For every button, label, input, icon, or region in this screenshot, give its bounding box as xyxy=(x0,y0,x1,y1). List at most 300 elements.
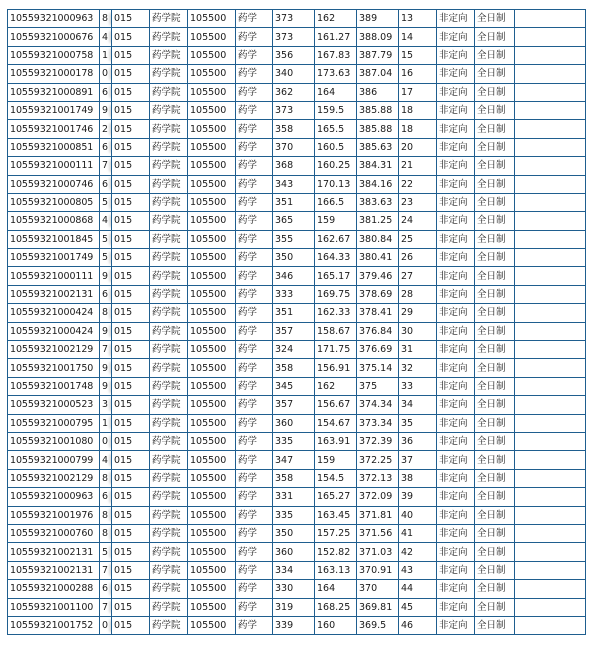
cell-study-mode: 全日制 xyxy=(475,543,515,561)
cell-final-score: 380.84 xyxy=(357,230,399,248)
cell-plan-type: 非定向 xyxy=(437,267,475,285)
cell-major-name: 药学 xyxy=(236,488,273,506)
cell-total-score: 373 xyxy=(273,10,315,28)
cell-plan-type: 非定向 xyxy=(437,580,475,598)
name-suffix-text: 9 xyxy=(102,105,109,117)
cell-dept-name: 药学院 xyxy=(150,267,188,285)
cell-total-score: 355 xyxy=(273,230,315,248)
cell-dept-name: 药学院 xyxy=(150,212,188,230)
cell-plan-type: 非定向 xyxy=(437,138,475,156)
cell-empty xyxy=(515,46,586,64)
cell-major-name: 药学 xyxy=(236,469,273,487)
cell-dept-name: 药学院 xyxy=(150,230,188,248)
cell-dept-code: 015 xyxy=(112,28,150,46)
cell-rank: 43 xyxy=(399,561,437,579)
cell-major-code: 105500 xyxy=(188,488,236,506)
cell-study-mode: 全日制 xyxy=(475,10,515,28)
cell-total-score: 351 xyxy=(273,193,315,211)
cell-major-code: 105500 xyxy=(188,580,236,598)
redaction-blur xyxy=(109,417,111,429)
table-row xyxy=(8,157,586,175)
cell-plan-type: 非定向 xyxy=(437,157,475,175)
cell-total-score: 319 xyxy=(273,598,315,616)
cell-major-name: 药学 xyxy=(236,10,273,28)
cell-total-score: 345 xyxy=(273,377,315,395)
cell-total-score: 335 xyxy=(273,506,315,524)
cell-plan-type: 非定向 xyxy=(437,304,475,322)
cell-rank: 41 xyxy=(399,524,437,542)
cell-major-code: 105500 xyxy=(188,65,236,83)
cell-final-score: 387.04 xyxy=(357,65,399,83)
cell-final-score: 371.81 xyxy=(357,506,399,524)
cell-final-score: 383.63 xyxy=(357,193,399,211)
cell-exam-id: 10559321000891 xyxy=(8,83,100,101)
cell-dept-name: 药学院 xyxy=(150,488,188,506)
cell-exam-id: 10559321000288 xyxy=(8,580,100,598)
cell-major-code: 105500 xyxy=(188,212,236,230)
cell-dept-name: 药学院 xyxy=(150,101,188,119)
table-row xyxy=(8,101,586,119)
cell-study-mode: 全日制 xyxy=(475,616,515,634)
cell-exam-id: 10559321002129 xyxy=(8,341,100,359)
cell-rank: 33 xyxy=(399,377,437,395)
name-suffix-text: 6 xyxy=(102,178,109,190)
cell-dept-name: 药学院 xyxy=(150,506,188,524)
cell-dept-name: 药学院 xyxy=(150,285,188,303)
cell-plan-type: 非定向 xyxy=(437,598,475,616)
cell-retest-score: 163.91 xyxy=(315,432,357,450)
table-row xyxy=(8,65,586,83)
cell-major-code: 105500 xyxy=(188,543,236,561)
cell-name-suffix xyxy=(100,285,112,303)
cell-exam-id: 10559321000868 xyxy=(8,212,100,230)
cell-rank: 29 xyxy=(399,304,437,322)
cell-rank: 28 xyxy=(399,285,437,303)
cell-study-mode: 全日制 xyxy=(475,193,515,211)
cell-plan-type: 非定向 xyxy=(437,28,475,46)
cell-empty xyxy=(515,377,586,395)
cell-final-score: 389 xyxy=(357,10,399,28)
cell-name-suffix xyxy=(100,580,112,598)
cell-rank: 14 xyxy=(399,28,437,46)
cell-total-score: 373 xyxy=(273,101,315,119)
cell-retest-score: 164 xyxy=(315,580,357,598)
cell-total-score: 343 xyxy=(273,175,315,193)
cell-dept-name: 药学院 xyxy=(150,10,188,28)
cell-major-code: 105500 xyxy=(188,304,236,322)
cell-rank: 13 xyxy=(399,10,437,28)
cell-dept-name: 药学院 xyxy=(150,524,188,542)
cell-name-suffix xyxy=(100,138,112,156)
cell-name-suffix xyxy=(100,359,112,377)
cell-empty xyxy=(515,543,586,561)
cell-major-code: 105500 xyxy=(188,322,236,340)
cell-dept-name: 药学院 xyxy=(150,138,188,156)
cell-major-name: 药学 xyxy=(236,65,273,83)
cell-exam-id: 10559321001749 xyxy=(8,101,100,119)
name-suffix-text: 8 xyxy=(102,509,109,521)
cell-study-mode: 全日制 xyxy=(475,230,515,248)
redaction-blur xyxy=(109,178,111,190)
table-row xyxy=(8,377,586,395)
cell-study-mode: 全日制 xyxy=(475,432,515,450)
cell-study-mode: 全日制 xyxy=(475,28,515,46)
table-row xyxy=(8,46,586,64)
cell-rank: 32 xyxy=(399,359,437,377)
cell-study-mode: 全日制 xyxy=(475,506,515,524)
cell-plan-type: 非定向 xyxy=(437,359,475,377)
name-suffix-text: 6 xyxy=(102,86,109,98)
cell-rank: 18 xyxy=(399,120,437,138)
cell-plan-type: 非定向 xyxy=(437,65,475,83)
cell-rank: 46 xyxy=(399,616,437,634)
cell-rank: 23 xyxy=(399,193,437,211)
cell-major-code: 105500 xyxy=(188,285,236,303)
cell-total-score: 335 xyxy=(273,432,315,450)
cell-final-score: 375 xyxy=(357,377,399,395)
cell-dept-name: 药学院 xyxy=(150,598,188,616)
cell-empty xyxy=(515,120,586,138)
cell-study-mode: 全日制 xyxy=(475,157,515,175)
cell-final-score: 372.09 xyxy=(357,488,399,506)
cell-major-name: 药学 xyxy=(236,377,273,395)
cell-name-suffix xyxy=(100,616,112,634)
table-row xyxy=(8,359,586,377)
cell-retest-score: 162 xyxy=(315,10,357,28)
cell-major-code: 105500 xyxy=(188,267,236,285)
cell-rank: 15 xyxy=(399,46,437,64)
cell-dept-name: 药学院 xyxy=(150,451,188,469)
cell-dept-code: 015 xyxy=(112,359,150,377)
cell-exam-id: 10559321002131 xyxy=(8,543,100,561)
cell-exam-id: 10559321000795 xyxy=(8,414,100,432)
cell-dept-name: 药学院 xyxy=(150,561,188,579)
cell-empty xyxy=(515,267,586,285)
cell-empty xyxy=(515,451,586,469)
cell-major-code: 105500 xyxy=(188,359,236,377)
cell-major-code: 105500 xyxy=(188,230,236,248)
redaction-blur xyxy=(109,325,111,337)
cell-plan-type: 非定向 xyxy=(437,469,475,487)
cell-major-name: 药学 xyxy=(236,304,273,322)
cell-total-score: 358 xyxy=(273,359,315,377)
cell-study-mode: 全日制 xyxy=(475,488,515,506)
cell-exam-id: 10559321001750 xyxy=(8,359,100,377)
cell-plan-type: 非定向 xyxy=(437,451,475,469)
cell-rank: 21 xyxy=(399,157,437,175)
name-suffix-text: 6 xyxy=(102,583,109,595)
cell-exam-id: 10559321000676 xyxy=(8,28,100,46)
table-row xyxy=(8,230,586,248)
cell-empty xyxy=(515,488,586,506)
name-suffix-text: 6 xyxy=(102,289,109,301)
redaction-blur xyxy=(109,215,111,227)
cell-plan-type: 非定向 xyxy=(437,83,475,101)
cell-major-code: 105500 xyxy=(188,524,236,542)
cell-name-suffix xyxy=(100,414,112,432)
cell-name-suffix xyxy=(100,46,112,64)
cell-name-suffix xyxy=(100,543,112,561)
table-row xyxy=(8,543,586,561)
table-row xyxy=(8,580,586,598)
cell-total-score: 365 xyxy=(273,212,315,230)
cell-major-code: 105500 xyxy=(188,138,236,156)
name-suffix-text: 9 xyxy=(102,381,109,392)
name-suffix-text: 4 xyxy=(102,215,109,227)
name-suffix-text: 0 xyxy=(102,68,109,80)
name-suffix-text: 0 xyxy=(102,620,109,632)
redaction-blur xyxy=(109,564,111,576)
cell-dept-name: 药学院 xyxy=(150,432,188,450)
cell-major-name: 药学 xyxy=(236,414,273,432)
cell-plan-type: 非定向 xyxy=(437,212,475,230)
cell-major-code: 105500 xyxy=(188,157,236,175)
table-row xyxy=(8,175,586,193)
name-suffix-text: 5 xyxy=(102,233,109,245)
cell-total-score: 370 xyxy=(273,138,315,156)
cell-major-name: 药学 xyxy=(236,212,273,230)
cell-final-score: 384.31 xyxy=(357,157,399,175)
cell-plan-type: 非定向 xyxy=(437,377,475,395)
cell-name-suffix xyxy=(100,101,112,119)
cell-empty xyxy=(515,28,586,46)
cell-plan-type: 非定向 xyxy=(437,488,475,506)
table-row xyxy=(8,212,586,230)
cell-dept-code: 015 xyxy=(112,432,150,450)
cell-final-score: 369.5 xyxy=(357,616,399,634)
cell-name-suffix xyxy=(100,175,112,193)
cell-major-code: 105500 xyxy=(188,506,236,524)
cell-major-name: 药学 xyxy=(236,432,273,450)
cell-dept-code: 015 xyxy=(112,212,150,230)
redaction-blur xyxy=(109,436,111,448)
cell-name-suffix xyxy=(100,304,112,322)
score-sheet xyxy=(7,9,585,657)
cell-dept-code: 015 xyxy=(112,469,150,487)
cell-empty xyxy=(515,580,586,598)
cell-name-suffix xyxy=(100,506,112,524)
cell-empty xyxy=(515,506,586,524)
cell-retest-score: 173.63 xyxy=(315,65,357,83)
cell-dept-name: 药学院 xyxy=(150,175,188,193)
cell-name-suffix xyxy=(100,212,112,230)
cell-major-code: 105500 xyxy=(188,469,236,487)
cell-total-score: 340 xyxy=(273,65,315,83)
cell-retest-score: 154.67 xyxy=(315,414,357,432)
cell-exam-id: 10559321001845 xyxy=(8,230,100,248)
name-suffix-text: 8 xyxy=(102,528,109,540)
table-row xyxy=(8,83,586,101)
table-row xyxy=(8,249,586,267)
cell-study-mode: 全日制 xyxy=(475,65,515,83)
cell-final-score: 370.91 xyxy=(357,561,399,579)
table-row xyxy=(8,598,586,616)
cell-name-suffix xyxy=(100,267,112,285)
cell-dept-code: 015 xyxy=(112,267,150,285)
cell-dept-code: 015 xyxy=(112,451,150,469)
cell-empty xyxy=(515,598,586,616)
cell-major-code: 105500 xyxy=(188,10,236,28)
table-row xyxy=(8,322,586,340)
cell-final-score: 370 xyxy=(357,580,399,598)
cell-empty xyxy=(515,65,586,83)
cell-name-suffix xyxy=(100,598,112,616)
cell-study-mode: 全日制 xyxy=(475,341,515,359)
cell-plan-type: 非定向 xyxy=(437,414,475,432)
table-row xyxy=(8,396,586,414)
redaction-blur xyxy=(109,252,111,264)
cell-total-score: 358 xyxy=(273,469,315,487)
cell-final-score: 374.34 xyxy=(357,396,399,414)
cell-study-mode: 全日制 xyxy=(475,212,515,230)
name-suffix-text: 1 xyxy=(102,417,109,429)
redaction-blur xyxy=(109,68,111,80)
cell-study-mode: 全日制 xyxy=(475,249,515,267)
cell-study-mode: 全日制 xyxy=(475,580,515,598)
cell-dept-name: 药学院 xyxy=(150,120,188,138)
cell-total-score: 373 xyxy=(273,28,315,46)
name-suffix-text: 4 xyxy=(102,454,109,466)
cell-exam-id: 10559321002131 xyxy=(8,285,100,303)
cell-retest-score: 170.13 xyxy=(315,175,357,193)
cell-retest-score: 167.83 xyxy=(315,46,357,64)
table-row xyxy=(8,469,586,487)
table-row xyxy=(8,10,586,28)
cell-empty xyxy=(515,432,586,450)
cell-dept-code: 015 xyxy=(112,414,150,432)
cell-major-name: 药学 xyxy=(236,28,273,46)
cell-major-name: 药学 xyxy=(236,285,273,303)
name-suffix-text: 9 xyxy=(102,362,109,374)
cell-retest-score: 152.82 xyxy=(315,543,357,561)
cell-dept-code: 015 xyxy=(112,524,150,542)
cell-dept-code: 015 xyxy=(112,506,150,524)
cell-empty xyxy=(515,285,586,303)
cell-name-suffix xyxy=(100,451,112,469)
cell-study-mode: 全日制 xyxy=(475,524,515,542)
cell-exam-id: 10559321000799 xyxy=(8,451,100,469)
name-suffix-text: 9 xyxy=(102,325,109,337)
cell-retest-score: 168.25 xyxy=(315,598,357,616)
cell-empty xyxy=(515,524,586,542)
cell-final-score: 385.63 xyxy=(357,138,399,156)
cell-final-score: 387.79 xyxy=(357,46,399,64)
cell-major-name: 药学 xyxy=(236,193,273,211)
cell-dept-name: 药学院 xyxy=(150,341,188,359)
cell-plan-type: 非定向 xyxy=(437,285,475,303)
cell-final-score: 371.56 xyxy=(357,524,399,542)
cell-dept-code: 015 xyxy=(112,285,150,303)
cell-retest-score: 154.5 xyxy=(315,469,357,487)
cell-plan-type: 非定向 xyxy=(437,341,475,359)
cell-total-score: 351 xyxy=(273,304,315,322)
cell-dept-name: 药学院 xyxy=(150,543,188,561)
table-row xyxy=(8,267,586,285)
cell-dept-code: 015 xyxy=(112,138,150,156)
cell-major-name: 药学 xyxy=(236,341,273,359)
cell-retest-score: 161.27 xyxy=(315,28,357,46)
cell-final-score: 375.14 xyxy=(357,359,399,377)
table-row xyxy=(8,488,586,506)
cell-study-mode: 全日制 xyxy=(475,414,515,432)
redaction-blur xyxy=(109,362,111,374)
cell-plan-type: 非定向 xyxy=(437,543,475,561)
cell-rank: 24 xyxy=(399,212,437,230)
table-row xyxy=(8,193,586,211)
cell-plan-type: 非定向 xyxy=(437,175,475,193)
cell-study-mode: 全日制 xyxy=(475,175,515,193)
cell-final-score: 378.69 xyxy=(357,285,399,303)
name-suffix-text: 7 xyxy=(102,344,109,356)
cell-final-score: 386 xyxy=(357,83,399,101)
cell-exam-id: 10559321000424 xyxy=(8,322,100,340)
cell-dept-name: 药学院 xyxy=(150,414,188,432)
name-suffix-text: 7 xyxy=(102,564,109,576)
redaction-blur xyxy=(109,399,111,411)
cell-empty xyxy=(515,341,586,359)
cell-exam-id: 10559321001746 xyxy=(8,120,100,138)
cell-empty xyxy=(515,396,586,414)
cell-plan-type: 非定向 xyxy=(437,616,475,634)
cell-exam-id: 10559321000760 xyxy=(8,524,100,542)
cell-dept-code: 015 xyxy=(112,10,150,28)
cell-major-code: 105500 xyxy=(188,561,236,579)
cell-study-mode: 全日制 xyxy=(475,451,515,469)
cell-total-score: 324 xyxy=(273,341,315,359)
cell-retest-score: 162.33 xyxy=(315,304,357,322)
cell-major-code: 105500 xyxy=(188,377,236,395)
cell-empty xyxy=(515,138,586,156)
name-suffix-text: 5 xyxy=(102,197,109,209)
cell-major-name: 药学 xyxy=(236,230,273,248)
cell-retest-score: 163.45 xyxy=(315,506,357,524)
cell-total-score: 346 xyxy=(273,267,315,285)
cell-plan-type: 非定向 xyxy=(437,506,475,524)
cell-name-suffix xyxy=(100,488,112,506)
cell-dept-code: 015 xyxy=(112,65,150,83)
cell-exam-id: 10559321001752 xyxy=(8,616,100,634)
cell-rank: 36 xyxy=(399,432,437,450)
cell-exam-id: 10559321001749 xyxy=(8,249,100,267)
cell-dept-code: 015 xyxy=(112,120,150,138)
cell-exam-id: 10559321000963 xyxy=(8,10,100,28)
cell-exam-id: 10559321000758 xyxy=(8,46,100,64)
cell-major-name: 药学 xyxy=(236,101,273,119)
cell-exam-id: 10559321000178 xyxy=(8,65,100,83)
cell-retest-score: 163.13 xyxy=(315,561,357,579)
cell-final-score: 376.84 xyxy=(357,322,399,340)
cell-study-mode: 全日制 xyxy=(475,83,515,101)
cell-retest-score: 160 xyxy=(315,616,357,634)
cell-final-score: 385.88 xyxy=(357,120,399,138)
cell-rank: 44 xyxy=(399,580,437,598)
cell-plan-type: 非定向 xyxy=(437,193,475,211)
redaction-blur xyxy=(109,620,111,632)
cell-final-score: 372.39 xyxy=(357,432,399,450)
cell-major-code: 105500 xyxy=(188,396,236,414)
cell-dept-code: 015 xyxy=(112,341,150,359)
cell-exam-id: 10559321000746 xyxy=(8,175,100,193)
name-suffix-text: 0 xyxy=(102,436,109,448)
cell-final-score: 380.41 xyxy=(357,249,399,267)
cell-dept-code: 015 xyxy=(112,249,150,267)
table-row xyxy=(8,432,586,450)
cell-name-suffix xyxy=(100,524,112,542)
cell-major-code: 105500 xyxy=(188,101,236,119)
cell-plan-type: 非定向 xyxy=(437,46,475,64)
cell-dept-code: 015 xyxy=(112,598,150,616)
cell-retest-score: 164.33 xyxy=(315,249,357,267)
